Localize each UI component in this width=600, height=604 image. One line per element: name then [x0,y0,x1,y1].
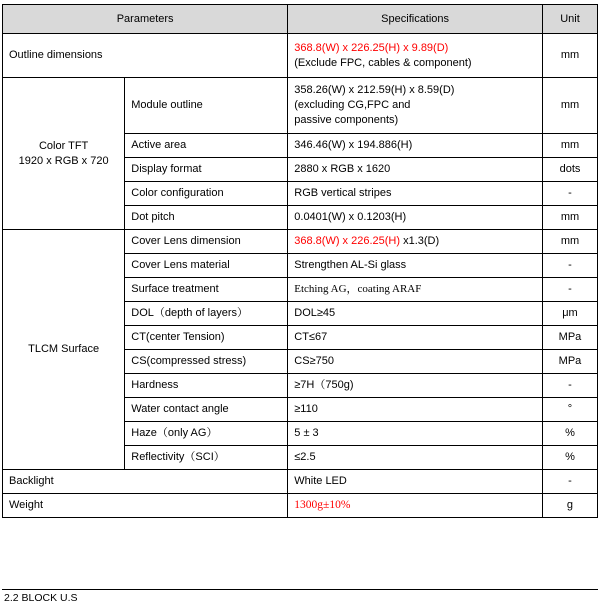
row-group-color-tft [3,78,125,230]
row-subparam-color-configuration: Color configuration [125,182,288,206]
row-subparam-ct: CT(center Tension) [125,326,288,350]
row-subparam-reflectivity: Reflectivity（SCI） [125,446,288,470]
row-unit: dots [542,158,597,182]
table-header [3,5,598,34]
row-group-tlcm-surface: TLCM Surface [3,230,125,470]
row-subparam-cover-lens-dimension: Cover Lens dimension [125,230,288,254]
row-spec-reflectivity: ≤2.5 [288,446,543,470]
row-subparam-dot-pitch: Dot pitch [125,206,288,230]
row-subparam-cs: CS(compressed stress) [125,350,288,374]
row-spec-weight [288,493,543,518]
spec-value-line1: 358.26(W) x 212.59(H) x 8.59(D) [294,84,455,97]
row-subparam-dol: DOL（depth of layers） [125,302,288,326]
table-row [3,34,598,78]
row-unit: MPa [542,326,597,350]
row-subparam-display-format: Display format [125,158,288,182]
row-spec-module-outline [288,78,543,134]
spec-value-red: 1300g±10% [294,498,351,511]
row-subparam-cover-lens-material: Cover Lens material [125,254,288,278]
row-subparam-hardness: Hardness [125,374,288,398]
row-spec-haze: 5 ± 3 [288,422,543,446]
spec-value-black: x1.3(D) [400,235,440,248]
row-spec-backlight: White LED [288,470,543,494]
row-spec-dol: DOL≥45 [288,302,543,326]
row-spec-outline-dimensions [288,34,543,78]
row-spec-cover-lens-material: Strengthen AL-Si glass [288,254,543,278]
row-unit: mm [542,134,597,158]
row-label-weight: Weight [3,493,288,518]
row-subparam-module-outline: Module outline [125,78,288,134]
row-subparam-active-area: Active area [125,134,288,158]
row-spec-ct: CT≤67 [288,326,543,350]
row-unit: % [542,422,597,446]
footer-divider [2,589,598,590]
table-row [3,470,598,494]
row-subparam-haze: Haze（only AG） [125,422,288,446]
row-spec-dot-pitch: 0.0401(W) x 0.1203(H) [288,206,543,230]
footer-section-label: 2.2 BLOCK U.S [4,592,78,604]
row-label-outline-dimensions: Outline dimensions [3,34,288,78]
table-row [3,230,598,254]
group-label-line1: Color TFT [38,139,89,152]
header-specifications: Specifications [288,5,543,34]
row-unit: mm [542,34,597,78]
row-unit: MPa [542,350,597,374]
row-spec-color-configuration: RGB vertical stripes [288,182,543,206]
row-unit: % [542,446,597,470]
row-spec-water-contact-angle: ≥110 [288,398,543,422]
spec-value-red: 368.8(W) x 226.25(H) x 9.89(D) [294,41,449,54]
row-subparam-surface-treatment: Surface treatment [125,278,288,302]
table-header-row [3,5,598,34]
spec-value-line2: (excluding CG,FPC and [294,99,411,112]
header-unit: Unit [542,5,597,34]
table-body [3,34,598,518]
row-spec-surface-treatment: Etching AG，coating ARAF [288,278,543,302]
spec-value-line3: passive components) [294,113,399,126]
row-unit: - [542,374,597,398]
row-label-backlight: Backlight [3,470,288,494]
table-row [3,78,598,134]
row-spec-cover-lens-dimension [288,230,543,254]
header-parameters: Parameters [3,5,288,34]
specifications-table [2,4,598,518]
row-unit: - [542,470,597,494]
row-unit: ° [542,398,597,422]
row-spec-active-area: 346.46(W) x 194.886(H) [288,134,543,158]
row-unit: μm [542,302,597,326]
spec-value-note: (Exclude FPC, cables & component) [294,56,472,69]
row-unit: mm [542,230,597,254]
row-spec-hardness: ≥7H（750g) [288,374,543,398]
row-unit: mm [542,206,597,230]
table-row [3,493,598,518]
row-subparam-water-contact-angle: Water contact angle [125,398,288,422]
row-spec-display-format: 2880 x RGB x 1620 [288,158,543,182]
group-label-line2: 1920 x RGB x 720 [18,154,109,167]
row-unit: mm [542,78,597,134]
row-spec-cs: CS≥750 [288,350,543,374]
row-unit: - [542,278,597,302]
spec-value-red: 368.8(W) x 226.25(H) [294,235,401,248]
row-unit: - [542,254,597,278]
spec-sheet-page [0,4,600,604]
row-unit: g [542,493,597,518]
row-unit: - [542,182,597,206]
